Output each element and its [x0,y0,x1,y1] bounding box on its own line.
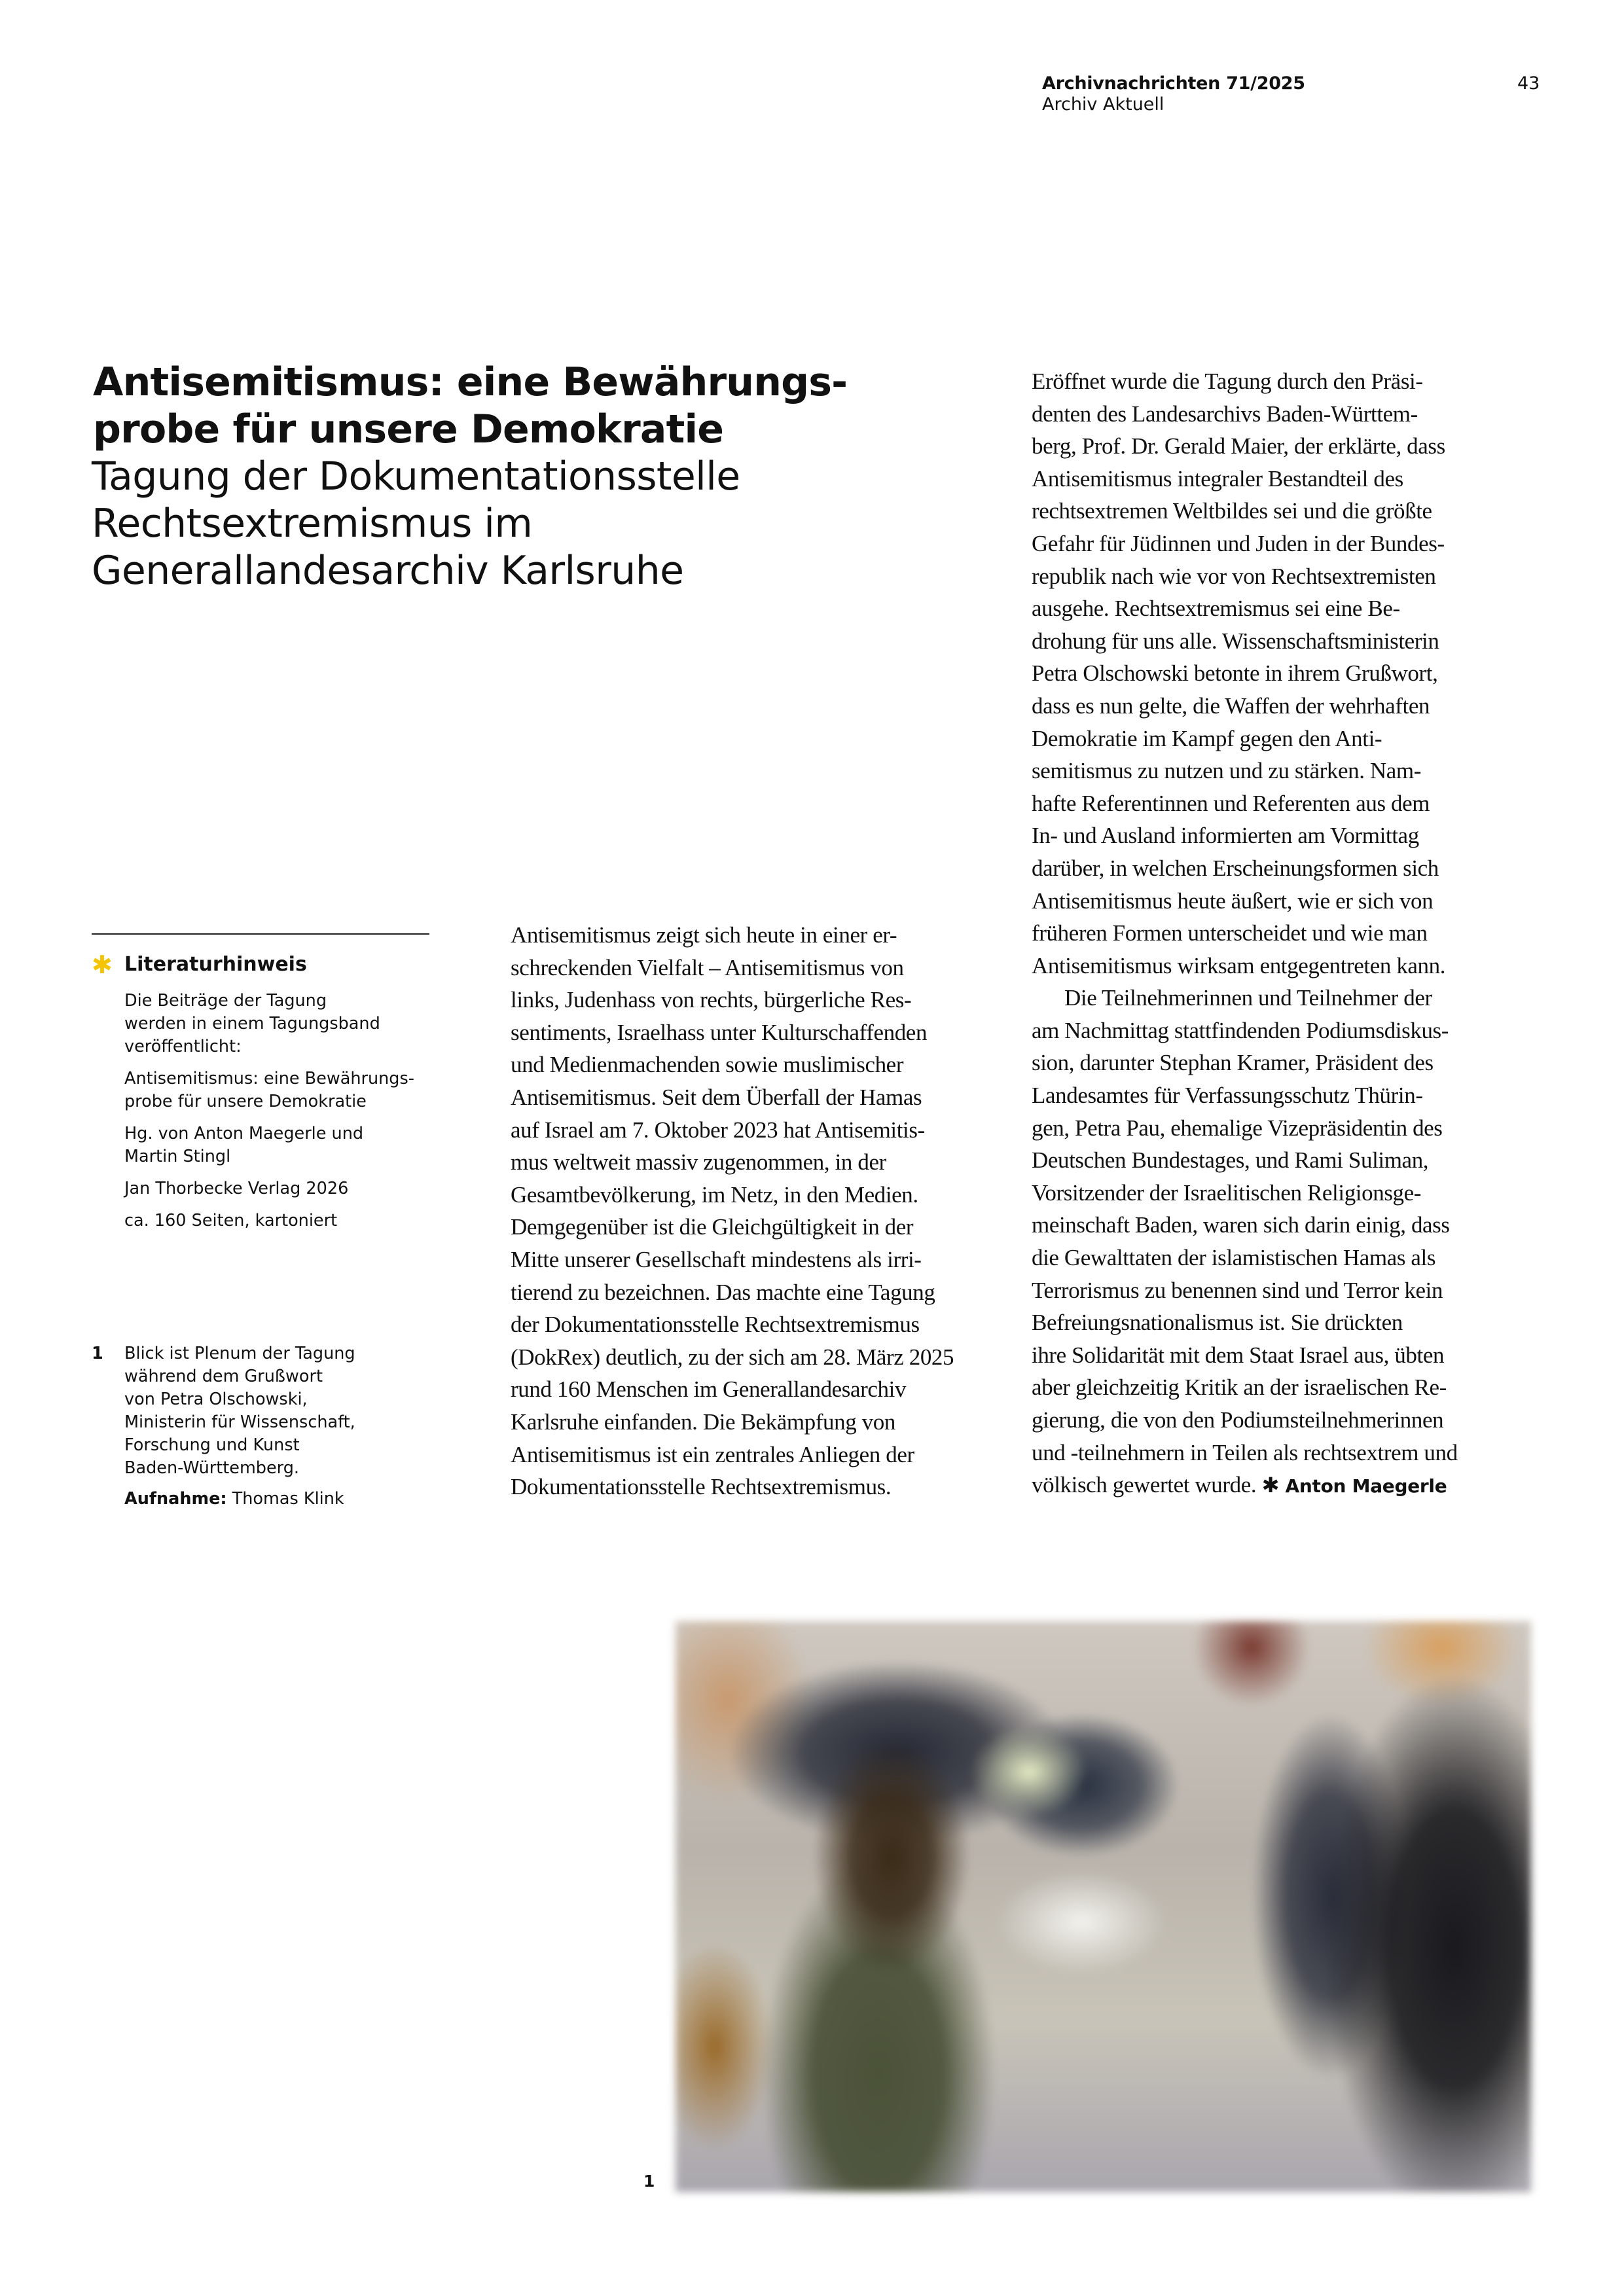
text-line: Deutschen Bundestages, und Rami Suliman, [1032,1147,1429,1174]
text-line: In- und Ausland informierten am Vormittag [1032,823,1419,849]
text-line: Demgegenüber ist die Gleichgültigkeit in der [511,1214,914,1240]
body-paragraph [511,919,969,1503]
text-line: Antisemitismus wirksam entgegentreten kann. [1032,952,1446,978]
caption-number: 1 [92,1344,103,1363]
text-line: ihre Solidarität mit dem Staat Israel aus, übten [1032,1342,1445,1368]
text-line: Gesamtbevölkerung, im Netz, in den Medien. [511,1181,918,1208]
subtitle-line: Tagung der Dokumentationsstelle [92,454,740,499]
author-signoff [1262,1475,1447,1497]
line: von Petra Olschowski, [124,1390,308,1409]
title-line: probe für unsere Demokratie [93,406,724,452]
conference-photo [676,1621,1531,2192]
photo-credit [92,1488,445,1511]
text-line: berg, Prof. Dr. Gerald Maier, der erklärte, dass [1032,433,1445,459]
text-line: Antisemitismus integraler Bestandteil des [1032,465,1403,492]
article-title [92,359,877,453]
text-line: semitismus zu nutzen und zu stärken. Nam- [1032,758,1421,784]
photo-number: 1 [643,2172,655,2191]
text-line: sion, darunter Stephan Kramer, Präsident des [1032,1050,1434,1076]
divider [92,933,429,935]
text-line: Terrorismus zu benennen sind und Terror kein [1032,1277,1443,1303]
line: Blick ist Plenum der Tagung [124,1344,355,1363]
text-line: Petra Olschowski betonte in ihrem Grußwort, [1032,660,1438,687]
text-line: und Medienmachenden sowie muslimischer [511,1052,904,1078]
text-line: Landesamtes für Verfassungsschutz Thürin- [1032,1083,1423,1109]
line: veröffentlicht: [124,1037,242,1056]
running-head [1042,73,1305,115]
line: probe für unsere Demokratie [124,1092,367,1111]
text-line: darüber, in welchen Erscheinungsformen sich [1032,855,1439,881]
text-line: auf Israel am 7. Oktober 2023 hat Antisemitis- [511,1117,925,1143]
text-line: (DokRex) deutlich, zu der sich am 28. März 2025 [511,1344,954,1370]
photo-caption [92,1342,445,1511]
literature-body [92,990,445,1232]
literature-pages [124,1210,445,1232]
title-line: Antisemitismus: eine Bewährungs- [93,359,848,405]
subtitle-line: Generallandesarchiv Karlsruhe [92,548,684,594]
section-name: Archiv Aktuell [1042,94,1164,115]
text-line: Befreiungsnationalismus ist. Sie drückten [1032,1310,1403,1336]
text-line: Dokumentationsstelle Rechtsextremismus. [511,1474,892,1500]
text-line: am Nachmittag stattfindenden Podiumsdiskus- [1032,1017,1449,1043]
text-line: die Gewalttaten der islamistischen Hamas als [1032,1245,1436,1271]
text-line: Antisemitismus heute äußert, wie er sich von [1032,888,1434,914]
line: völkisch gewertet wurde. [1032,1472,1257,1498]
line: Baden-Württemberg. [124,1458,300,1478]
article-subtitle [92,453,877,594]
text-line: Demokratie im Kampf gegen den Anti- [1032,725,1382,751]
asterisk-icon: ✱ [92,950,113,979]
caption-text [92,1342,445,1480]
text-line: rechtsextremen Weltbildes sei und die größte [1032,498,1432,524]
literature-heading-label: Literaturhinweis [124,953,307,976]
line: Ministerin für Wissenschaft, [124,1412,355,1432]
line: Hg. von Anton Maegerle und [124,1124,364,1143]
body-column-middle [511,919,969,1503]
literature-publisher [124,1177,445,1200]
literature-book-title [124,1067,445,1113]
line: Martin Stingl [124,1147,231,1166]
text-line: schreckenden Vielfalt – Antisemitismus von [511,954,904,980]
text-line: Mitte unserer Gesellschaft mindestens als irri- [511,1246,922,1272]
text-line: Karlsruhe einfanden. Die Bekämpfung von [511,1408,895,1435]
text-line: Antisemitismus. Seit dem Überfall der Hamas [511,1084,922,1110]
line: werden in einem Tagungsband [124,1014,380,1033]
page-number: 43 [1517,73,1540,94]
text-line: Antisemitismus ist ein zentrales Anliegen der [511,1441,914,1467]
text-line: meinschaft Baden, waren sich darin einig, dass [1032,1212,1450,1238]
text-line: mus weltweit massiv zugenommen, in der [511,1149,886,1175]
text-line: Gefahr für Jüdinnen und Juden in der Bundes- [1032,530,1445,556]
text-line: Vorsitzender der Israelitischen Religionsge- [1032,1179,1422,1206]
text-line: hafte Referentinnen und Referenten aus dem [1032,790,1430,816]
body-paragraph [1032,365,1542,982]
body-final-line [1032,1469,1542,1503]
literature-paragraph [124,990,445,1058]
text-line: republik nach wie vor von Rechtsextremisten [1032,563,1436,589]
text-line: Die Teilnehmerinnen und Teilnehmer der [1064,985,1432,1011]
line: Forschung und Kunst [124,1435,300,1455]
line: während dem Grußwort [124,1367,323,1386]
author-name: Anton Maegerle [1285,1475,1447,1498]
literature-box [92,952,445,1242]
text-line: gen, Petra Pau, ehemalige Vizepräsidentin des [1032,1115,1443,1141]
text-line: der Dokumentationsstelle Rechtsextremismus [511,1312,920,1338]
text-line: und -teilnehmern in Teilen als rechtsextrem und [1032,1439,1458,1465]
credit-label: Aufnahme: [124,1489,227,1509]
journal-issue: Archivnachrichten 71/2025 [1042,73,1305,94]
body-paragraph [1032,982,1542,1469]
text-line: aber gleichzeitig Kritik an der israelischen Re- [1032,1374,1447,1401]
credit-name: Thomas Klink [232,1489,344,1509]
line: Antisemitismus: eine Bewährungs- [124,1069,414,1088]
text-line: ausgehe. Rechtsextremismus sei eine Be- [1032,596,1400,622]
text-line: drohung für uns alle. Wissenschaftsministerin [1032,628,1439,654]
literature-heading [92,952,445,978]
text-line: Antisemitismus zeigt sich heute in einer er- [511,922,897,948]
text-line: denten des Landesarchivs Baden-Württem- [1032,401,1418,427]
text-line: sentiments, Israelhass unter Kulturschaffenden [511,1019,928,1045]
text-line: links, Judenhass von rechts, bürgerliche Res- [511,987,912,1013]
subtitle-line: Rechtsextremismus im [92,501,533,547]
text-line: rund 160 Menschen im Generallandesarchiv [511,1376,907,1403]
text-line: früheren Formen unterscheidet und wie man [1032,920,1428,946]
line: ca. 160 Seiten, kartoniert [124,1211,338,1230]
article-headline [92,359,877,594]
line: Die Beiträge der Tagung [124,991,327,1011]
line: Jan Thorbecke Verlag 2026 [124,1179,349,1198]
body-column-right [1032,365,1542,1503]
text-line: tierend zu bezeichnen. Das machte eine Tagung [511,1279,935,1305]
text-line: dass es nun gelte, die Waffen der wehrhaften [1032,692,1430,719]
text-line: Eröffnet wurde die Tagung durch den Präsi- [1032,368,1423,394]
asterisk-icon: ✱ [1261,1473,1280,1498]
text-line: gierung, die von den Podiumsteilnehmerinnen [1032,1407,1444,1433]
literature-editors [124,1122,445,1168]
